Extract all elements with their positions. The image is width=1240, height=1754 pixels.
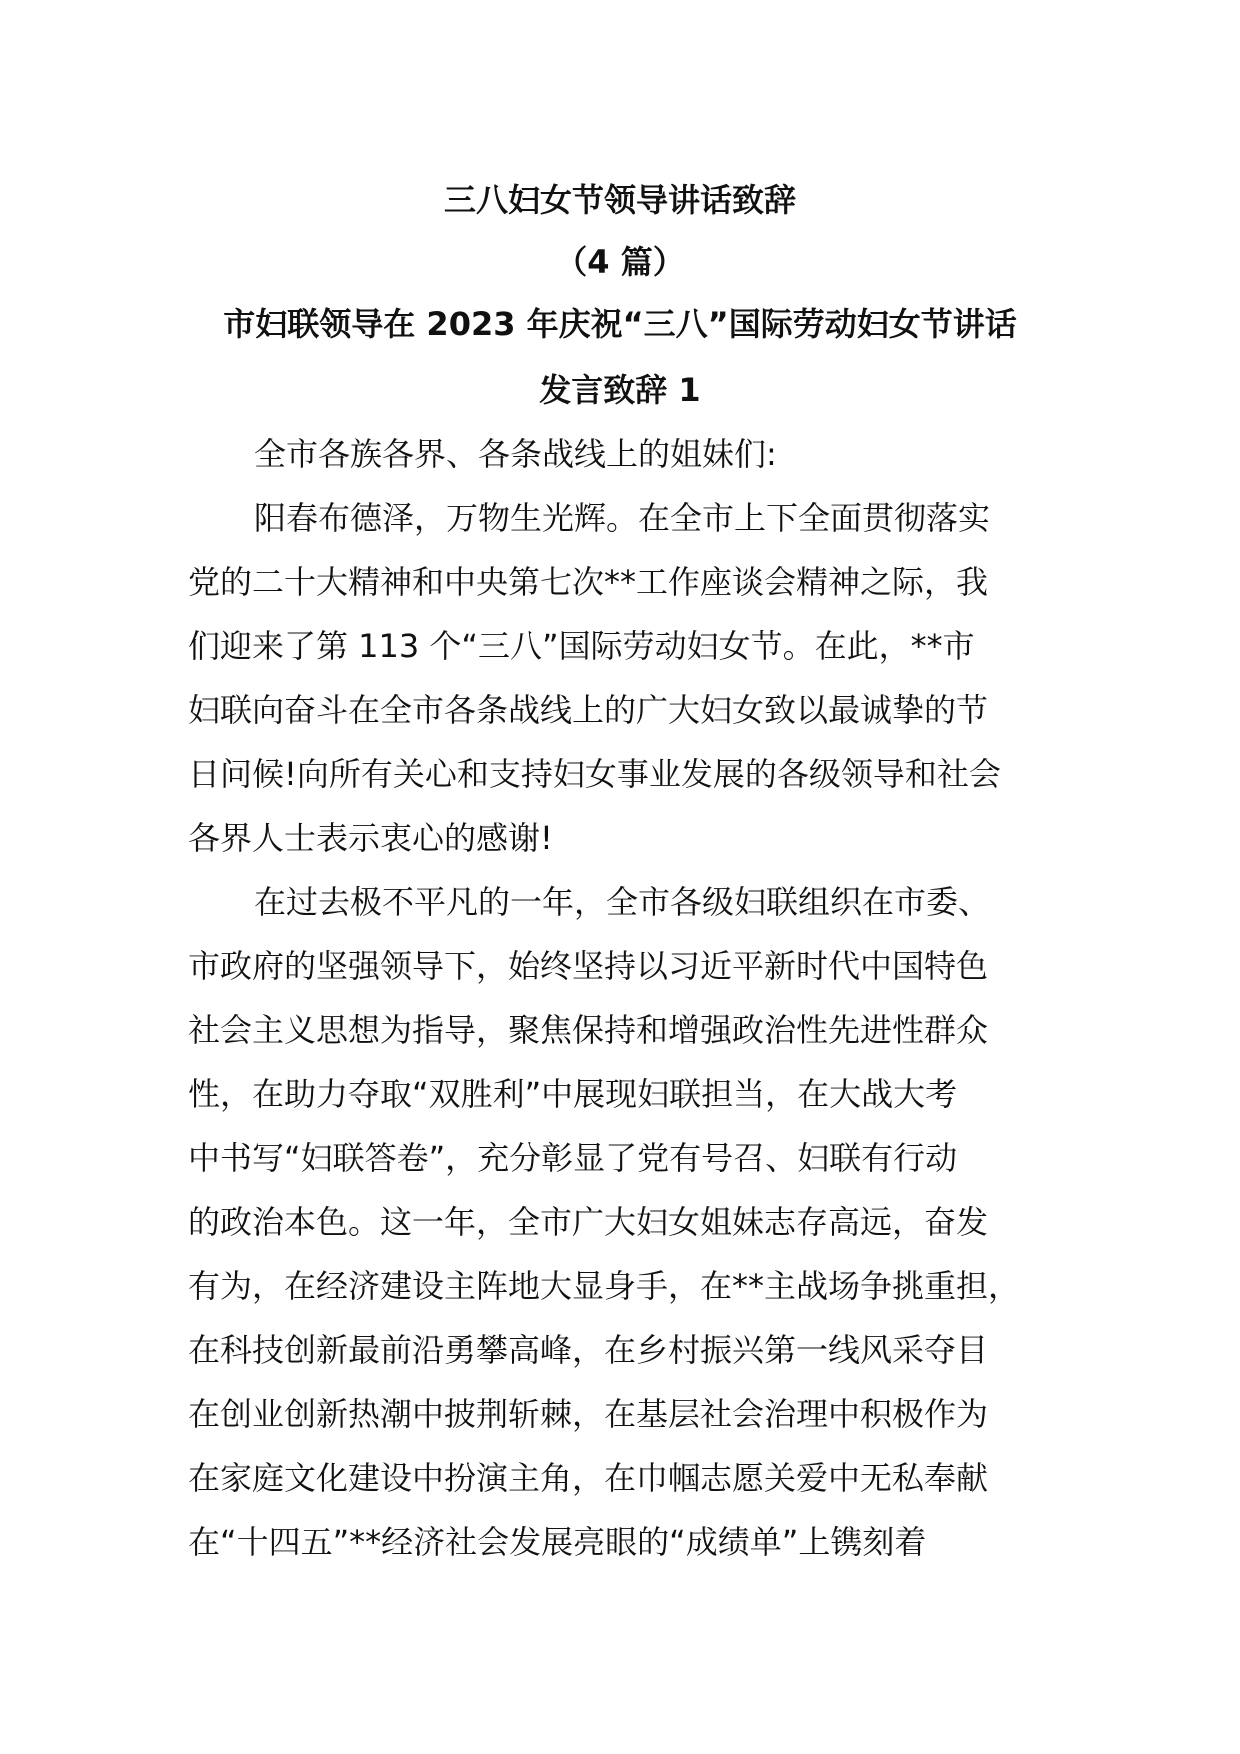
paragraph-line: 在“十四五”**经济社会发展亮眼的“成绩单”上镌刻着 xyxy=(188,1523,927,1561)
paragraph-line: 的政治本色。这一年，全市广大妇女姐妹志存高远，奋发 xyxy=(188,1203,989,1241)
paragraph-line: 性，在助力夺取“双胜利”中展现妇联担当，在大战大考 xyxy=(188,1075,958,1113)
paragraph-line: 阳春布德泽，万物生光辉。在全市上下全面贯彻落实 xyxy=(254,499,991,537)
document-title-count: （4 篇） xyxy=(555,243,685,281)
document-title: 三八妇女节领导讲话致辞 xyxy=(443,181,796,219)
paragraph-line: 各界人士表示衷心的感谢! xyxy=(188,819,553,857)
paragraph-line: 日问候!向所有关心和支持妇女事业发展的各级领导和社会 xyxy=(188,755,1001,793)
paragraph-line: 在创业创新热潮中披荆斩棘，在基层社会治理中积极作为 xyxy=(188,1395,989,1433)
paragraph-line: 们迎来了第 113 个“三八”国际劳动妇女节。在此，**市 xyxy=(188,627,975,665)
speech-title: 市妇联领导在 2023 年庆祝“三八”国际劳动妇女节讲话 xyxy=(223,305,1017,343)
salutation: 全市各族各界、各条战线上的姐妹们: xyxy=(254,435,777,473)
paragraph-line: 妇联向奋斗在全市各条战线上的广大妇女致以最诚挚的节 xyxy=(188,691,989,729)
paragraph-line: 在家庭文化建设中扮演主角，在巾帼志愿关爱中无私奉献 xyxy=(188,1459,989,1497)
paragraph-line: 中书写“妇联答卷”，充分彰显了党有号召、妇联有行动 xyxy=(188,1139,958,1177)
paragraph-line: 有为，在经济建设主阵地大显身手，在**主战场争挑重担， xyxy=(188,1267,1021,1305)
speech-title-continued: 发言致辞 1 xyxy=(539,371,701,409)
paragraph-line: 在科技创新最前沿勇攀高峰，在乡村振兴第一线风采夺目 xyxy=(188,1331,989,1369)
paragraph-line: 社会主义思想为指导，聚焦保持和增强政治性先进性群众 xyxy=(188,1011,989,1049)
paragraph-line: 在过去极不平凡的一年，全市各级妇联组织在市委、 xyxy=(254,883,991,921)
paragraph-line: 党的二十大精神和中央第七次**工作座谈会精神之际，我 xyxy=(188,563,989,601)
paragraph-line: 市政府的坚强领导下，始终坚持以习近平新时代中国特色 xyxy=(188,947,989,985)
